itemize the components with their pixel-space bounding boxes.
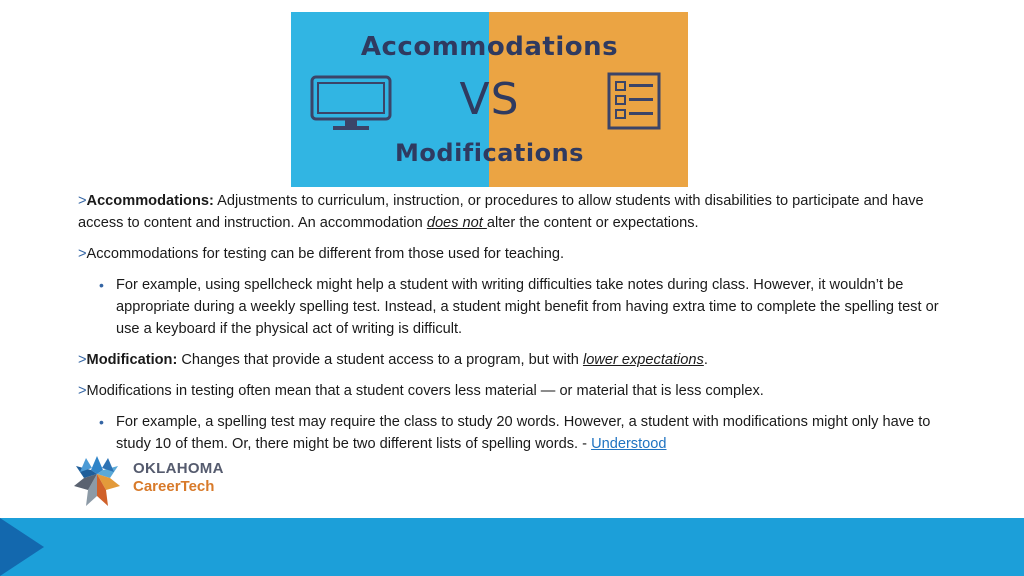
modifications-text: Modifications in testing often mean that a student covers less material — or material that is less complex.	[86, 383, 764, 399]
paragraph-accommodations	[78, 190, 958, 234]
logo-text-careertech: CareerTech	[133, 478, 215, 495]
term-modification: Modification:	[86, 352, 178, 368]
banner-title-modifications: Modifications	[395, 139, 584, 167]
arrow-marker: >	[78, 383, 87, 399]
checklist-icon	[607, 72, 661, 130]
banner-image	[291, 12, 688, 187]
understood-link[interactable]: Understood	[591, 436, 667, 452]
paragraph-testing	[78, 243, 958, 265]
paragraph-modifications-testing	[78, 380, 958, 402]
definition-text-end: .	[703, 352, 708, 368]
star-logo-icon	[68, 452, 126, 510]
logo-text-oklahoma: OKLAHOMA	[133, 460, 224, 477]
arrow-marker: >	[78, 193, 87, 209]
banner-title-accommodations: Accommodations	[360, 32, 619, 62]
arrow-marker: >	[78, 246, 87, 262]
footer-arrow-icon	[0, 518, 44, 576]
bullet-dot: •	[99, 277, 104, 293]
slide-body	[78, 190, 958, 464]
footer-bar	[0, 518, 1024, 576]
definition-text: Changes that provide a student access to a program, but with	[177, 352, 583, 368]
arrow-marker: >	[78, 352, 87, 368]
emphasis-does-not: does not	[426, 215, 487, 231]
bullet-spellcheck-example	[78, 274, 958, 340]
term-accommodations: Accommodations:	[86, 193, 214, 209]
oklahoma-careertech-logo	[68, 452, 228, 510]
banner-title-vs: VS	[459, 74, 520, 125]
bullet-dot: •	[99, 414, 104, 430]
definition-text: Adjustments to curriculum, instruction, or procedures to allow students with disabilities to participate and have access to content and instruction. An accommodation	[78, 193, 924, 231]
bullet-text: For example, using spellcheck might help a student with writing difficulties take notes during class. However, it wouldn’t be appropriate during a weekly spelling test. Instead, a student might benefit from having extra time to complete the spelling test or use a keyboard if the physical act of writing is difficult.	[116, 277, 939, 337]
paragraph-modification	[78, 349, 958, 371]
testing-text: Accommodations for testing can be different from those used for teaching.	[86, 246, 565, 262]
emphasis-lower-expectations: lower expectations	[582, 352, 704, 368]
monitor-icon	[309, 74, 393, 134]
bullet-text: For example, a spelling test may require the class to study 20 words. However, a student with modifications might only have to study 10 of them. Or, there might be two different lists of spelling words. -	[116, 414, 931, 452]
bullet-spelling-example	[78, 411, 958, 455]
definition-text-end: alter the content or expectations.	[486, 215, 699, 231]
